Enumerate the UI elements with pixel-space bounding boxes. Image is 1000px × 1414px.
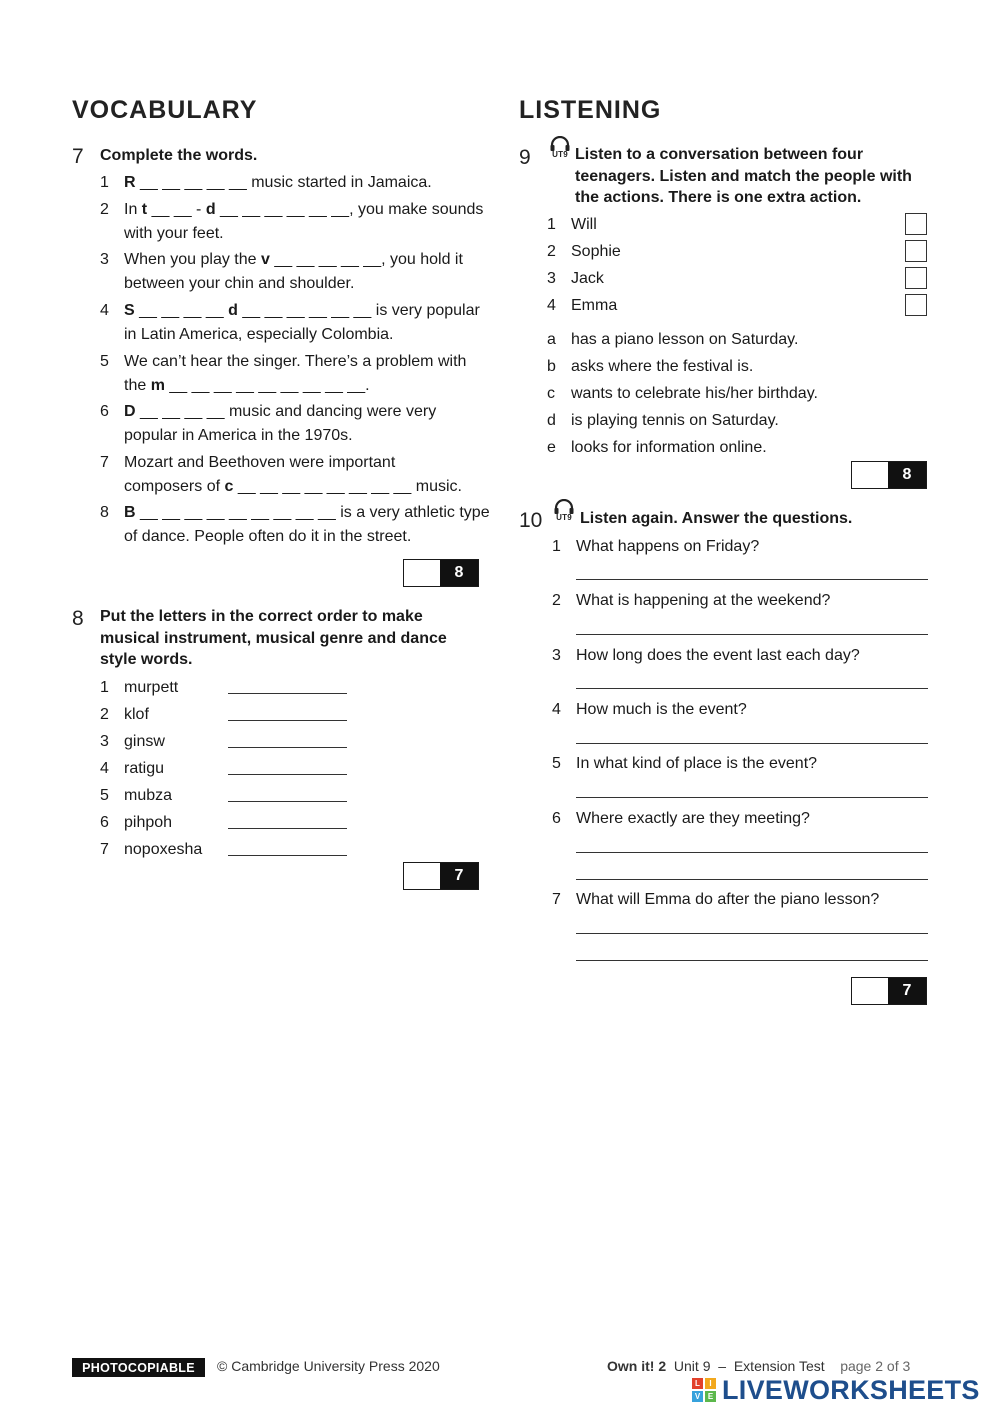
exercise-10-answer-line[interactable]: [576, 879, 928, 880]
exercise-8-item: [100, 676, 400, 700]
action-letter: e: [547, 439, 556, 456]
exercise-8-answer-line[interactable]: [228, 801, 347, 802]
exercise-9-number: 9: [519, 146, 531, 169]
exercise-9-score: 8: [888, 462, 926, 488]
exercise-10-answer-line[interactable]: [576, 743, 928, 744]
book-title: Own it! 2: [607, 1358, 667, 1374]
audio-track-tag: UT9: [556, 513, 572, 522]
question-text: Where exactly are they meeting?: [576, 810, 810, 827]
scrambled-word: pihpoh: [124, 814, 173, 831]
exercise-10-answer-line[interactable]: [576, 579, 928, 580]
action-letter: c: [547, 385, 555, 402]
exercise-9-person: [547, 213, 847, 237]
scrambled-word: klof: [124, 706, 149, 723]
action-text: has a piano lesson on Saturday.: [571, 331, 799, 348]
question-number: 6: [552, 810, 561, 827]
audio-track-tag: UT9: [552, 150, 568, 159]
question-text: What is happening at the weekend?: [576, 592, 831, 609]
copyright: © Cambridge University Press 2020: [217, 1358, 440, 1374]
exercise-8-score-box[interactable]: [403, 862, 479, 890]
page-number: page 2 of 3: [840, 1358, 911, 1374]
exercise-10-instruction: Listen again. Answer the questions.: [580, 510, 853, 527]
exercise-9-action: [547, 409, 927, 433]
exercise-8-answer-line[interactable]: [228, 774, 347, 775]
exercise-10-score: 7: [888, 978, 926, 1004]
exercise-9-action: [547, 355, 927, 379]
exercise-8-item: [100, 730, 400, 754]
scrambled-word: murpett: [124, 679, 179, 696]
exercise-8-item: [100, 703, 400, 727]
exercise-7-score-box[interactable]: [403, 559, 479, 587]
scrambled-word: ratigu: [124, 760, 165, 777]
logo-grid-icon: [692, 1378, 716, 1402]
exercise-7-number: 7: [72, 145, 84, 168]
question-number: 4: [552, 701, 561, 718]
item-number: 5: [100, 787, 109, 804]
item-number: 2: [547, 243, 556, 260]
exercise-10-question: [552, 807, 932, 831]
exercise-9-score-box[interactable]: [851, 461, 927, 489]
exercise-8-number: 8: [72, 607, 84, 630]
exercise-10-answer-line[interactable]: [576, 852, 928, 853]
photocopiable-badge: PHOTOCOPIABLE: [72, 1358, 205, 1377]
exercise-8-item: [100, 784, 400, 808]
headphones-icon[interactable]: [548, 136, 572, 162]
exercise-8-instruction: Put the letters in the correct order to make musical instrument, musical genre and dance style words.: [100, 608, 447, 668]
exercise-8-answer-line[interactable]: [228, 720, 347, 721]
exercise-8-item: [100, 811, 400, 835]
exercise-10-question: [552, 752, 932, 776]
scrambled-word: mubza: [124, 787, 173, 804]
exercise-9-action: [547, 328, 927, 352]
item-number: 4: [100, 760, 109, 777]
action-letter: d: [547, 412, 556, 429]
scrambled-word: ginsw: [124, 733, 165, 750]
item-number: 3: [547, 270, 556, 287]
exercise-10-answer-line[interactable]: [576, 688, 928, 689]
exercise-7-instruction: Complete the words.: [100, 147, 258, 164]
action-letter: b: [547, 358, 556, 375]
unit-label: Unit 9: [673, 1358, 711, 1374]
exercise-10-score-box[interactable]: [851, 977, 927, 1005]
exercise-8-item: [100, 838, 400, 862]
exercise-8-answer-line[interactable]: [228, 828, 347, 829]
item-number: 3: [100, 733, 109, 750]
answer-checkbox[interactable]: [905, 267, 927, 289]
question-number: 1: [552, 538, 561, 555]
question-text: What happens on Friday?: [576, 538, 760, 555]
question-number: 2: [552, 592, 561, 609]
action-text: wants to celebrate his/her birthday.: [571, 385, 818, 402]
exercise-10-question: [552, 644, 932, 668]
person-name: Jack: [571, 270, 604, 287]
item-number: 1: [547, 216, 556, 233]
logo-letter-tile: I: [705, 1378, 716, 1389]
logo-letter-tile: L: [692, 1378, 703, 1389]
question-text: In what kind of place is the event?: [576, 755, 818, 772]
action-text: looks for information online.: [571, 439, 767, 456]
exercise-9-action: [547, 382, 927, 406]
exercise-9-person: [547, 240, 847, 264]
item-number: 2: [100, 706, 109, 723]
exercise-8-answer-line[interactable]: [228, 855, 347, 856]
logo-letter-tile: V: [692, 1391, 703, 1402]
exercise-7-score: 8: [440, 560, 478, 586]
exercise-10-question: [552, 535, 932, 559]
footer-book-info: Own it! 2 Unit 9 – Extension Test page 2 of 3: [607, 1358, 911, 1374]
question-text: How long does the event last each day?: [576, 647, 860, 664]
question-number: 5: [552, 755, 561, 772]
exercise-8-score: 7: [440, 863, 478, 889]
test-name: Extension Test: [733, 1358, 825, 1374]
item-number: 4: [547, 297, 556, 314]
answer-checkbox[interactable]: [905, 240, 927, 262]
exercise-9-person: [547, 294, 847, 318]
item-number: 7: [100, 841, 109, 858]
vocabulary-title: VOCABULARY: [72, 96, 258, 124]
exercise-10-answer-line[interactable]: [576, 797, 928, 798]
exercise-9-instruction: Listen to a conversation between four teenagers. Listen and match the people with the actions. There is one extra action.: [575, 146, 912, 206]
person-name: Sophie: [571, 243, 621, 260]
exercise-9-action: [547, 436, 927, 460]
person-name: Emma: [571, 297, 618, 314]
answer-checkbox[interactable]: [905, 294, 927, 316]
logo-wordmark: LIVEWORKSHEETS: [722, 1375, 980, 1405]
question-number: 7: [552, 891, 561, 908]
exercise-10-question: [552, 888, 932, 912]
action-letter: a: [547, 331, 556, 348]
question-text: What will Emma do after the piano lesson?: [576, 891, 880, 908]
exercise-10-answer-line[interactable]: [576, 933, 928, 934]
answer-checkbox[interactable]: [905, 213, 927, 235]
logo-letter-tile: E: [705, 1391, 716, 1402]
exercise-8-item: [100, 757, 400, 781]
action-text: asks where the festival is.: [571, 358, 754, 375]
item-number: 1: [100, 679, 109, 696]
question-text: How much is the event?: [576, 701, 747, 718]
exercise-10-answer-line[interactable]: [576, 634, 928, 635]
action-text: is playing tennis on Saturday.: [571, 412, 779, 429]
liveworksheets-logo[interactable]: [692, 1373, 992, 1407]
exercise-10-question: [552, 698, 932, 722]
exercise-10-answer-line[interactable]: [576, 960, 928, 961]
exercise-10-number: 10: [519, 509, 543, 532]
headphones-icon[interactable]: [552, 499, 576, 525]
listening-title: LISTENING: [519, 96, 662, 124]
exercise-9-person: [547, 267, 847, 291]
person-name: Will: [571, 216, 597, 233]
exercise-8-answer-line[interactable]: [228, 747, 347, 748]
exercise-8-answer-line[interactable]: [228, 693, 347, 694]
scrambled-word: nopoxesha: [124, 841, 203, 858]
item-number: 6: [100, 814, 109, 831]
exercise-10-question: [552, 589, 932, 613]
question-number: 3: [552, 647, 561, 664]
